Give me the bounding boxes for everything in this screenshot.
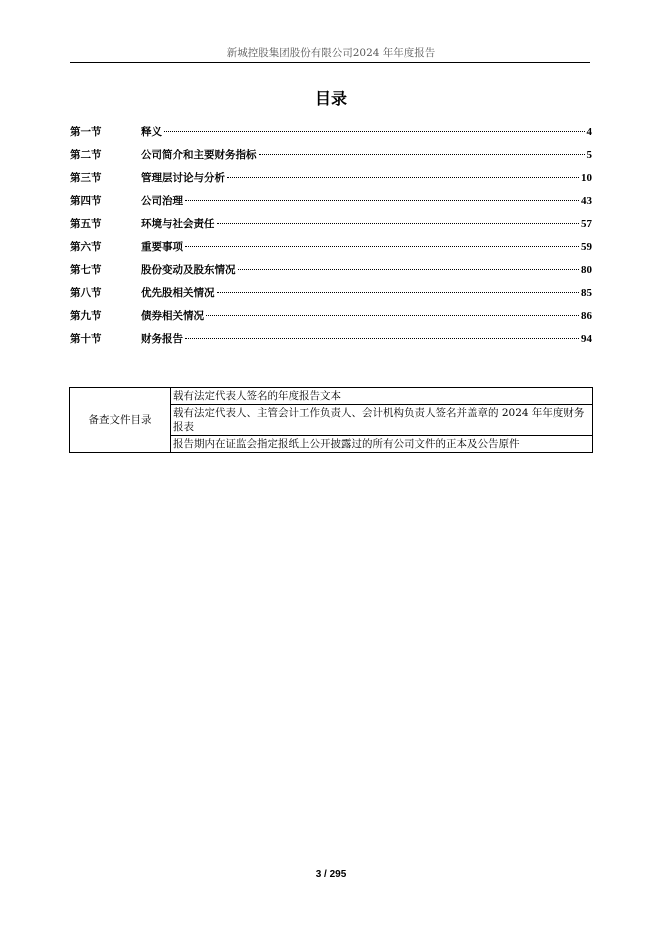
toc-section-number: 第五节 [70, 218, 102, 230]
toc-section-number: 第四节 [70, 195, 102, 207]
toc-section-title: 公司治理 [141, 195, 183, 207]
toc-section-title: 释义 [141, 126, 162, 138]
toc-dot-leader [227, 177, 579, 178]
toc-section-title: 管理层讨论与分析 [141, 172, 225, 184]
toc-entry-4[interactable] [70, 193, 592, 216]
toc-section-number: 第一节 [70, 126, 102, 138]
reference-document-item: 载有法定代表人签名的年度报告文本 [171, 388, 593, 405]
toc-section-number: 第十节 [70, 333, 102, 345]
header-divider [70, 62, 590, 63]
toc-entry-6[interactable] [70, 239, 592, 262]
reference-document-item: 载有法定代表人、主管会计工作负责人、会计机构负责人签名并盖章的 2024 年年度财务报表 [171, 405, 593, 436]
toc-section-title: 债券相关情况 [141, 310, 204, 322]
toc-page-number: 86 [581, 310, 592, 322]
reference-document-item: 报告期内在证监会指定报纸上公开披露过的所有公司文件的正本及公告原件 [171, 436, 593, 453]
toc-section-title: 优先股相关情况 [141, 287, 215, 299]
toc-page-number: 10 [581, 172, 592, 184]
toc-dot-leader [217, 223, 580, 224]
toc-section-title: 公司简介和主要财务指标 [141, 149, 257, 161]
toc-section-title: 环境与社会责任 [141, 218, 215, 230]
reference-documents-table [69, 387, 593, 453]
toc-page-number: 4 [586, 126, 592, 138]
toc-page-number: 43 [581, 195, 592, 207]
toc-entry-5[interactable] [70, 216, 592, 239]
toc-section-number: 第九节 [70, 310, 102, 322]
toc-entry-8[interactable] [70, 285, 592, 308]
toc-section-title: 财务报告 [141, 333, 183, 345]
table-row [70, 388, 593, 405]
toc-page-number: 94 [581, 333, 592, 345]
toc-page-number: 5 [586, 149, 592, 161]
toc-dot-leader [185, 338, 579, 339]
toc-section-number: 第二节 [70, 149, 102, 161]
toc-section-title: 重要事项 [141, 241, 183, 253]
toc-page-number: 57 [581, 218, 592, 230]
toc-entry-7[interactable] [70, 262, 592, 285]
toc-section-number: 第三节 [70, 172, 102, 184]
toc-entry-9[interactable] [70, 308, 592, 331]
toc-page-number: 80 [581, 264, 592, 276]
toc-section-number: 第七节 [70, 264, 102, 276]
table-of-contents [70, 124, 592, 354]
reference-documents-label: 备查文件目录 [70, 388, 171, 453]
toc-dot-leader [206, 315, 579, 316]
toc-page-number: 59 [581, 241, 592, 253]
toc-dot-leader [185, 200, 579, 201]
toc-entry-10[interactable] [70, 331, 592, 354]
toc-title: 目录 [314, 89, 347, 108]
toc-dot-leader [164, 131, 585, 132]
toc-section-number: 第六节 [70, 241, 102, 253]
toc-section-number: 第八节 [70, 287, 102, 299]
toc-dot-leader [185, 246, 579, 247]
page-number: 3 / 295 [315, 869, 347, 880]
toc-page-number: 85 [581, 287, 592, 299]
toc-entry-2[interactable] [70, 147, 592, 170]
toc-section-title: 股份变动及股东情况 [141, 264, 236, 276]
running-header: 新城控股集团股份有限公司2024 年年度报告 [226, 47, 436, 59]
toc-entry-1[interactable] [70, 124, 592, 147]
toc-entry-3[interactable] [70, 170, 592, 193]
toc-dot-leader [238, 269, 580, 270]
toc-dot-leader [259, 154, 585, 155]
toc-dot-leader [217, 292, 580, 293]
